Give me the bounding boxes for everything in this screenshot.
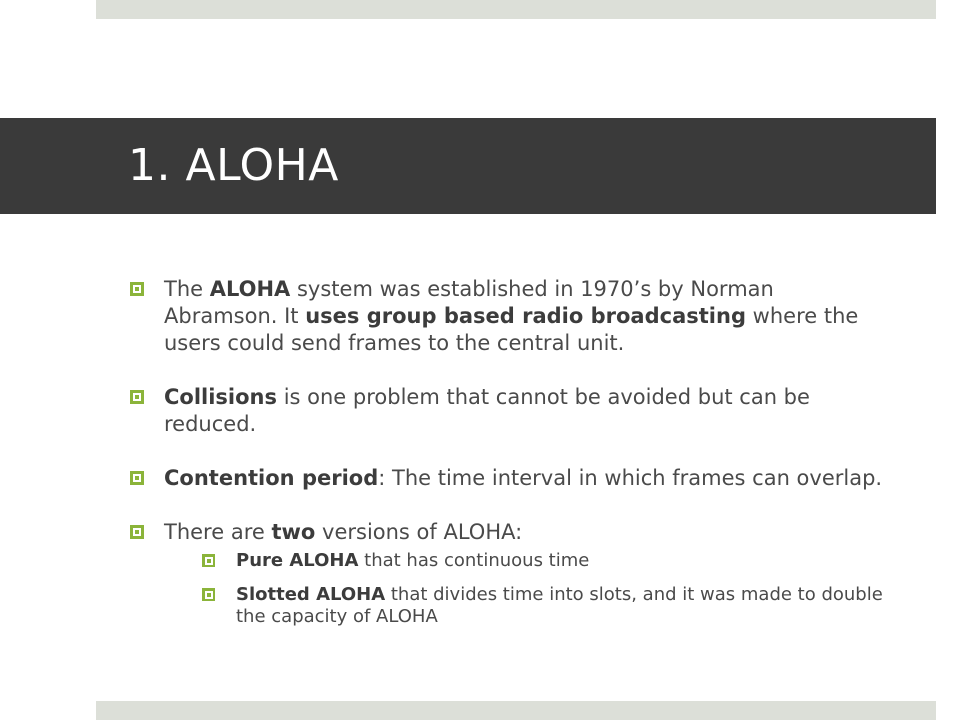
square-bullet-icon <box>130 282 144 296</box>
square-bullet-icon <box>130 525 144 539</box>
sub-bullet-bold-text: Pure ALOHA <box>236 550 359 571</box>
bottom-decorative-bar <box>96 701 936 720</box>
bullet-item <box>128 276 888 357</box>
bullet-bold-text: two <box>271 520 316 544</box>
bullet-text: The <box>164 277 210 301</box>
square-bullet-icon <box>130 390 144 404</box>
bullet-list <box>128 276 888 640</box>
slide-title: 1. ALOHA <box>128 140 339 191</box>
bullet-bold-text: Contention period <box>164 466 379 490</box>
square-bullet-icon <box>202 588 215 601</box>
bullet-text: where the users could send frames to the central unit. <box>164 304 859 355</box>
bullet-bold-text: ALOHA <box>209 277 291 301</box>
top-decorative-bar <box>96 0 936 19</box>
sub-bullet-text: that divides time into slots, and it was made to double the capacity of ALOHA <box>236 584 883 627</box>
sub-bullet-item <box>200 550 888 572</box>
sub-bullet-text: that has continuous time <box>358 550 590 571</box>
bullet-text: There are <box>164 520 272 544</box>
sub-bullet-item <box>200 584 888 628</box>
bullet-item <box>128 465 888 492</box>
bullet-item <box>128 384 888 438</box>
bullet-item <box>128 519 888 546</box>
bullet-text: : The time interval in which frames can overlap. <box>378 466 883 490</box>
bullet-bold-text: Collisions <box>164 385 278 409</box>
sub-bullet-bold-text: Slotted ALOHA <box>236 584 386 605</box>
bullet-text: is one problem that cannot be avoided but can be reduced. <box>164 385 810 436</box>
square-bullet-icon <box>130 471 144 485</box>
bullet-text: system was established in 1970’s by Norman Abramson. It <box>164 277 774 328</box>
square-bullet-icon <box>202 554 215 567</box>
bullet-text: versions of ALOHA: <box>315 520 523 544</box>
bullet-bold-text: uses group based radio broadcasting <box>305 304 746 328</box>
